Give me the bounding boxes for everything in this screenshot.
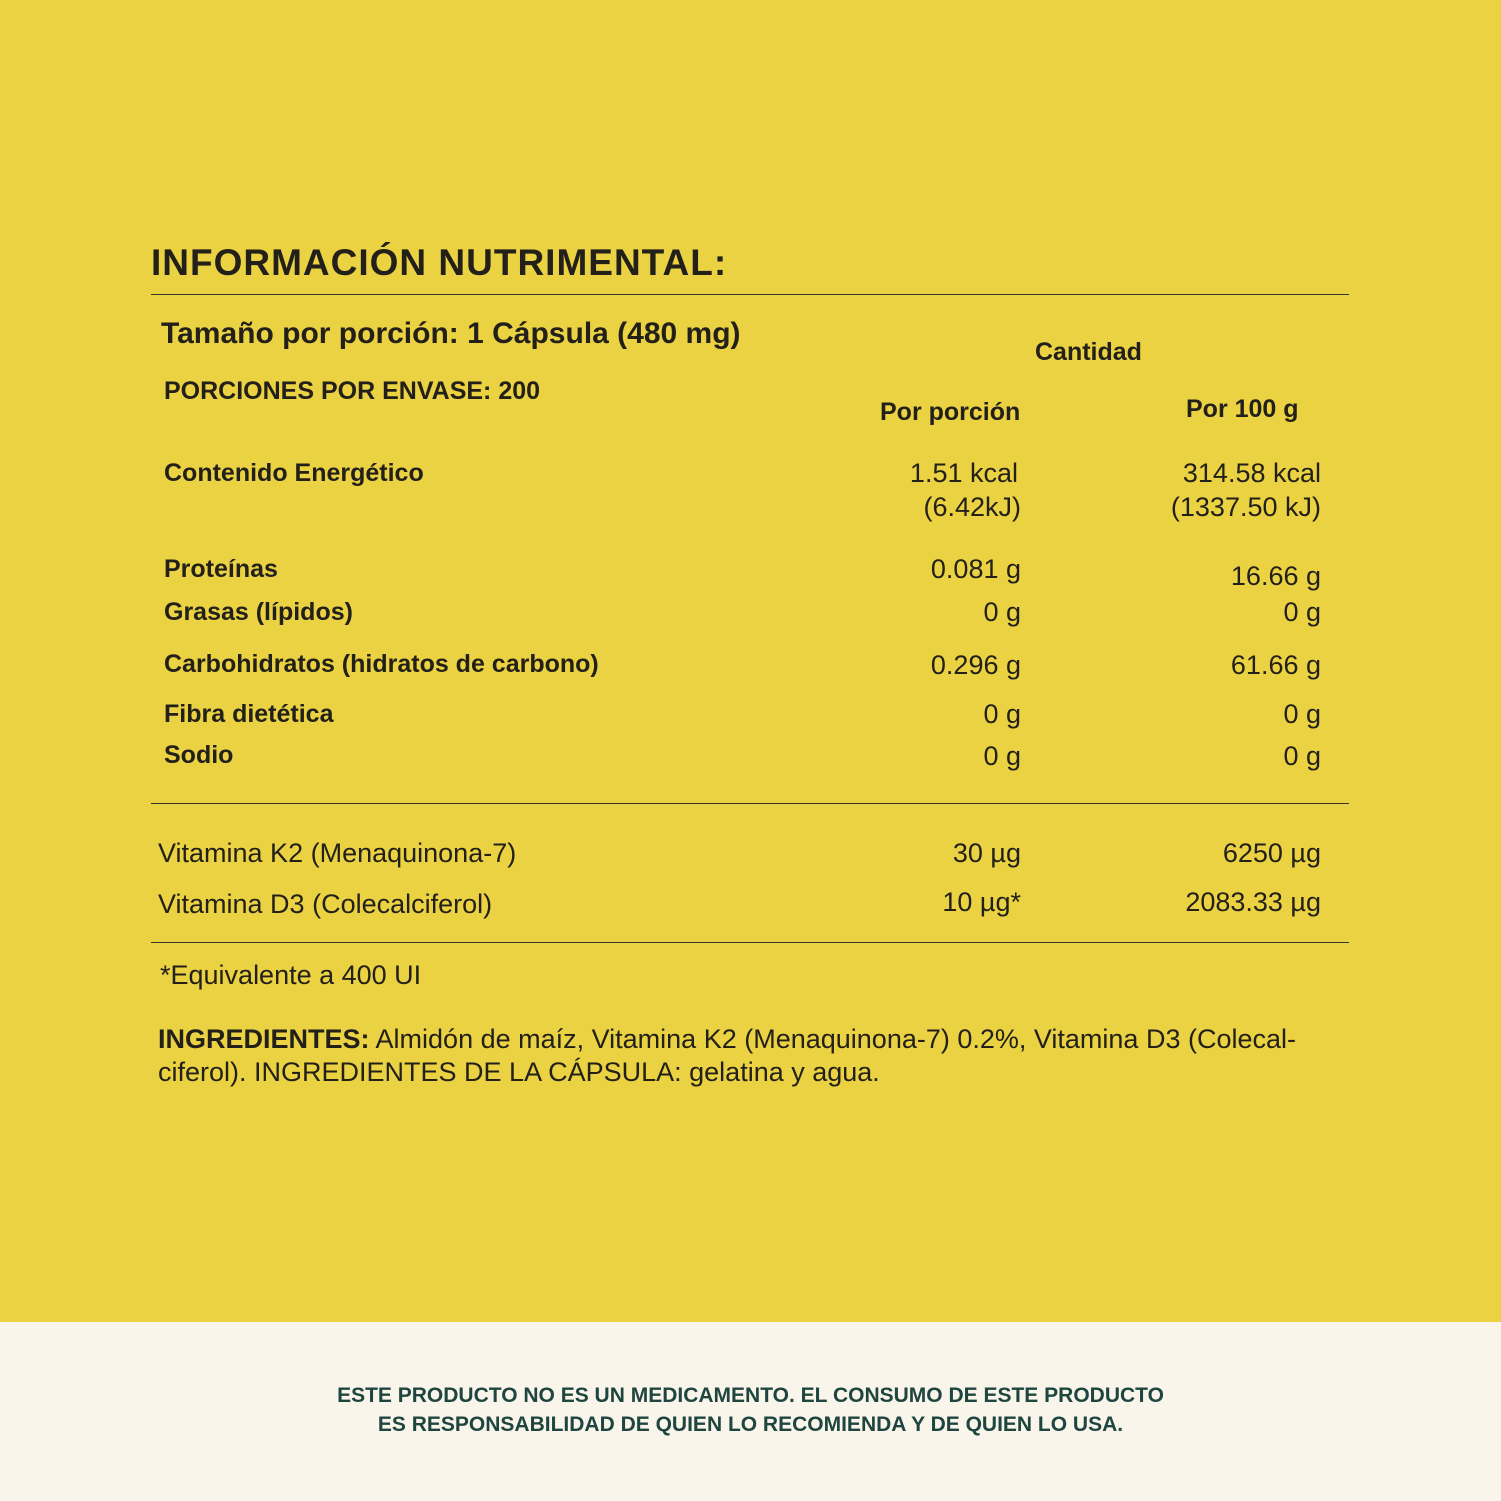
nutrient-per-serving-proteins: 0.081 g bbox=[930, 554, 1021, 584]
nutrient-label-proteins: Proteínas bbox=[164, 555, 278, 583]
vitamin-per-100g-k2: 6250 µg bbox=[1222, 838, 1321, 868]
nutrient-label-fiber: Fibra dietética bbox=[164, 700, 334, 728]
per-serving-header: Por porción bbox=[880, 398, 1021, 426]
nutrient-label-carbohydrates: Carbohidratos (hidratos de carbono) bbox=[164, 650, 599, 678]
disclaimer-line-1: ESTE PRODUCTO NO ES UN MEDICAMENTO. EL CONSUMO DE ESTE PRODUCTO bbox=[337, 1384, 1164, 1407]
per-100g-header: Por 100 g bbox=[1186, 395, 1299, 423]
footnote: *Equivalente a 400 UI bbox=[160, 960, 422, 990]
ingredients-block bbox=[158, 1023, 1368, 1089]
quantity-header: Cantidad bbox=[1035, 338, 1142, 366]
divider-bottom bbox=[151, 942, 1349, 943]
energy-per-100g-kj: (1337.50 kJ) bbox=[1170, 492, 1321, 522]
page-title: INFORMACIÓN NUTRIMENTAL: bbox=[151, 242, 728, 283]
ingredients-line-2: ciferol). INGREDIENTES DE LA CÁPSULA: gelatina y agua. bbox=[158, 1057, 880, 1087]
energy-label: Contenido Energético bbox=[164, 459, 424, 487]
disclaimer-line-2: ES RESPONSABILIDAD DE QUIEN LO RECOMIENDA Y DE QUIEN LO USA. bbox=[377, 1413, 1124, 1436]
ingredients-heading: INGREDIENTES: bbox=[158, 1024, 370, 1054]
nutrient-label-fats: Grasas (lípidos) bbox=[164, 598, 353, 626]
vitamin-label-d3: Vitamina D3 (Colecalciferol) bbox=[158, 889, 493, 919]
nutrient-per-100g-fiber: 0 g bbox=[1283, 699, 1321, 729]
nutrient-per-100g-carbohydrates: 61.66 g bbox=[1230, 650, 1321, 680]
vitamin-label-k2: Vitamina K2 (Menaquinona-7) bbox=[158, 838, 517, 868]
energy-per-serving-kj: (6.42kJ) bbox=[923, 492, 1021, 522]
nutrient-per-serving-fiber: 0 g bbox=[983, 699, 1021, 729]
divider-top bbox=[151, 294, 1349, 295]
vitamin-per-100g-d3: 2083.33 µg bbox=[1185, 887, 1321, 917]
serving-size: Tamaño por porción: 1 Cápsula (480 mg) bbox=[161, 317, 741, 350]
nutrient-per-100g-proteins: 16.66 g bbox=[1230, 561, 1321, 591]
divider-middle bbox=[151, 803, 1349, 804]
nutrient-per-serving-sodium: 0 g bbox=[983, 741, 1021, 771]
energy-per-serving-kcal: 1.51 kcal bbox=[909, 458, 1018, 488]
ingredients-text-1: Almidón de maíz, Vitamina K2 (Menaquinona-7) 0.2%, Vitamina D3 (Colecal- bbox=[369, 1024, 1296, 1054]
ingredients-line-1 bbox=[158, 1023, 1368, 1056]
servings-per-container: PORCIONES POR ENVASE: 200 bbox=[164, 377, 541, 405]
vitamin-per-serving-k2: 30 µg bbox=[952, 838, 1021, 868]
nutrient-per-100g-fats: 0 g bbox=[1283, 597, 1321, 627]
energy-per-100g-kcal: 314.58 kcal bbox=[1182, 458, 1321, 488]
nutrient-per-100g-sodium: 0 g bbox=[1283, 741, 1321, 771]
nutrient-label-sodium: Sodio bbox=[164, 741, 234, 769]
disclaimer-band bbox=[0, 1322, 1501, 1501]
nutrient-per-serving-fats: 0 g bbox=[983, 597, 1021, 627]
nutrient-per-serving-carbohydrates: 0.296 g bbox=[930, 650, 1021, 680]
vitamin-per-serving-d3: 10 µg* bbox=[942, 887, 1021, 917]
